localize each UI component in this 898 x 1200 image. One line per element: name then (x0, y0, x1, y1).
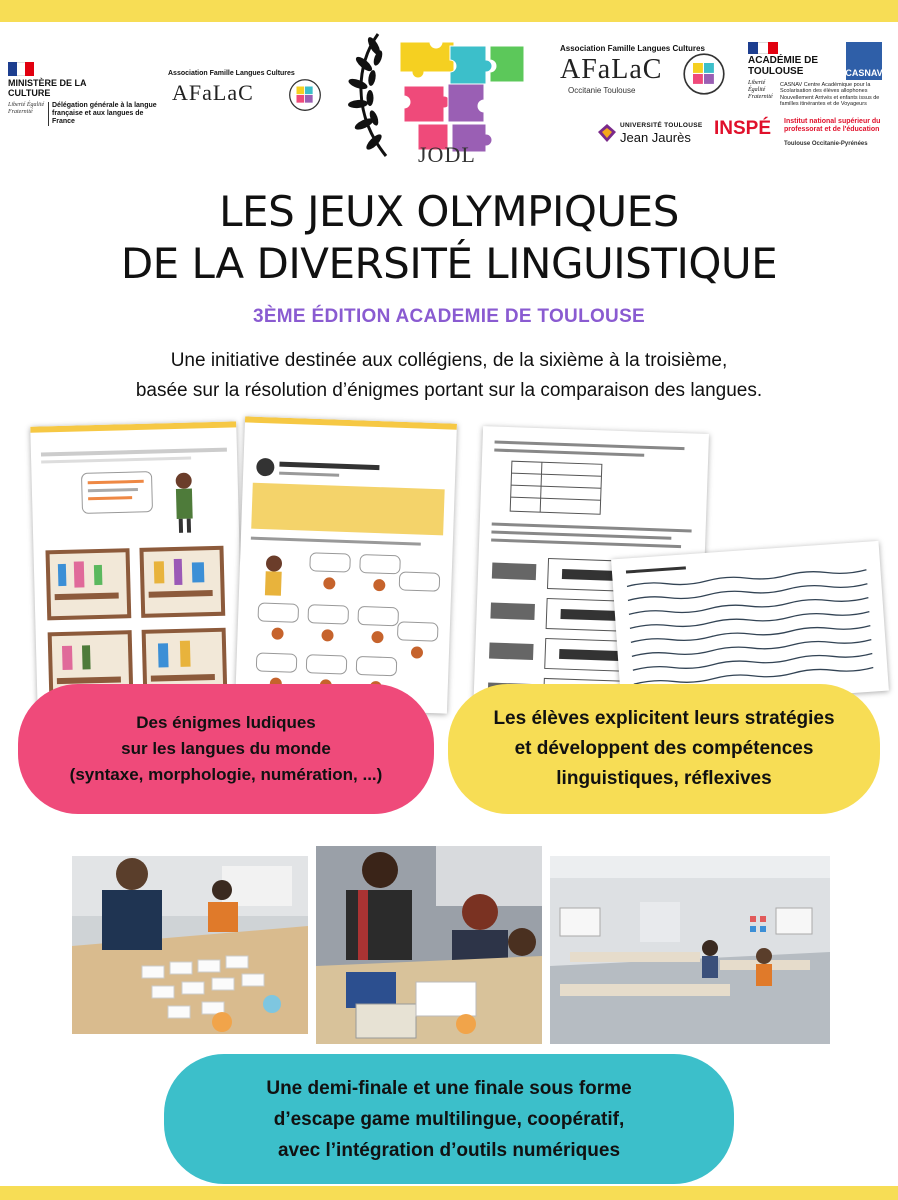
afalac-caption: Association Famille Langues Cultures (168, 70, 295, 77)
top-yellow-band (0, 0, 898, 22)
ministere-motto: Liberté Égalité Fraternité (8, 102, 45, 115)
academie-title: ACADÉMIE DE TOULOUSE (748, 55, 819, 77)
afalac-large-name: AFaLaC (560, 54, 663, 85)
pill-enigmes-line-1: Des énigmes ludiques (136, 713, 316, 732)
inspe-region: Toulouse Occitanie-Pyrénées (784, 141, 868, 147)
casnav-description: CASNAV Centre Académique pour la Scolarisation des élèves allophones Nouvellement Arrivés et enfants issus de familles itinérantes et de Voyageurs (780, 82, 880, 108)
ut2j-logo (596, 120, 710, 146)
worksheet-photo-clothing (30, 421, 244, 716)
afalac-large-puzzle-circle-icon (682, 52, 726, 96)
bottom-yellow-band (0, 1186, 898, 1200)
pill-escape-game-line-2: d’escape game multilingue, coopératif, (273, 1108, 625, 1130)
photo-students-reading (316, 846, 542, 1044)
pill-escape-game-line-1: Une demi-finale et une finale sous forme (266, 1077, 632, 1099)
pill-strategies (448, 684, 880, 814)
pill-enigmes-line-3: (syntaxe, morphologie, numération, ...) (69, 765, 383, 784)
page-title-line-2: DE LA DIVERSITÉ LINGUISTIQUE (120, 239, 778, 288)
afalac-puzzle-circle-icon (288, 78, 322, 112)
marianne-flag-icon (8, 62, 34, 76)
ut2j-caption: UNIVERSITÉ TOULOUSE (620, 122, 703, 129)
ministere-title: MINISTÈRE DE LA CULTURE (8, 78, 87, 98)
jodl-logo (334, 24, 544, 168)
pill-escape-game (164, 1054, 734, 1184)
jodl-name: JODL (418, 142, 476, 167)
worksheet-telugu-image (235, 416, 457, 713)
inspe-logo (714, 116, 884, 146)
photo-students-reading-image (316, 846, 542, 1044)
ministere-description: Délégation générale à la langue française et aux langues de France (52, 102, 157, 125)
worksheet-photo-telugu (235, 416, 457, 713)
academie-flag-icon (748, 42, 778, 54)
casnav-logo: CASNAV (846, 42, 882, 80)
pill-strategies-line-2: et développent des compétences (514, 738, 814, 759)
photo-classroom-screens-image (550, 856, 830, 1044)
afalac-name: AFaLaC (172, 80, 254, 105)
afalac-logo-large (560, 44, 740, 104)
pill-enigmes (18, 684, 434, 814)
academie-motto: Liberté Égalité Fraternité (748, 80, 773, 100)
ministere-separator (48, 102, 49, 126)
pill-escape-game-line-3: avec l’intégration d’outils numériques (277, 1139, 621, 1161)
pill-strategies-text (493, 704, 834, 794)
inspe-name: INSPÉ (714, 118, 772, 139)
photo-students-cards-image (72, 856, 308, 1034)
pill-enigmes-text (70, 710, 383, 788)
pill-strategies-line-3: linguistiques, réflexives (556, 768, 772, 789)
ut2j-emblem-icon (596, 122, 618, 144)
photo-students-cards (72, 856, 308, 1034)
worksheet-clothing-image (30, 421, 244, 716)
inspe-description: Institut national supérieur du professorat et de l'éducation (784, 118, 881, 133)
pill-escape-game-text (266, 1073, 631, 1166)
pill-strategies-line-1: Les élèves explicitent leurs stratégies (493, 708, 835, 729)
page-title (0, 186, 898, 290)
afalac-region: Occitanie Toulouse (568, 86, 636, 95)
afalac-logo-small (168, 70, 328, 114)
intro-line-2: basée sur la résolution d’énigmes portant sur la comparaison des langues. (135, 380, 763, 401)
afalac-large-caption: Association Famille Langues Cultures (560, 44, 705, 53)
intro-text (0, 346, 898, 406)
ministere-culture-logo (8, 62, 158, 138)
edition-subtitle: 3ÈME ÉDITION ACADEMIE DE TOULOUSE (252, 306, 646, 327)
ut2j-name: Jean Jaurès (620, 130, 691, 145)
intro-line-1: Une initiative destinée aux collégiens, de la sixième à la troisième, (170, 350, 728, 371)
pill-enigmes-line-2: sur les langues du monde (121, 739, 331, 758)
photo-classroom-screens (550, 856, 830, 1044)
page-title-line-1: LES JEUX OLYMPIQUES (219, 187, 679, 236)
